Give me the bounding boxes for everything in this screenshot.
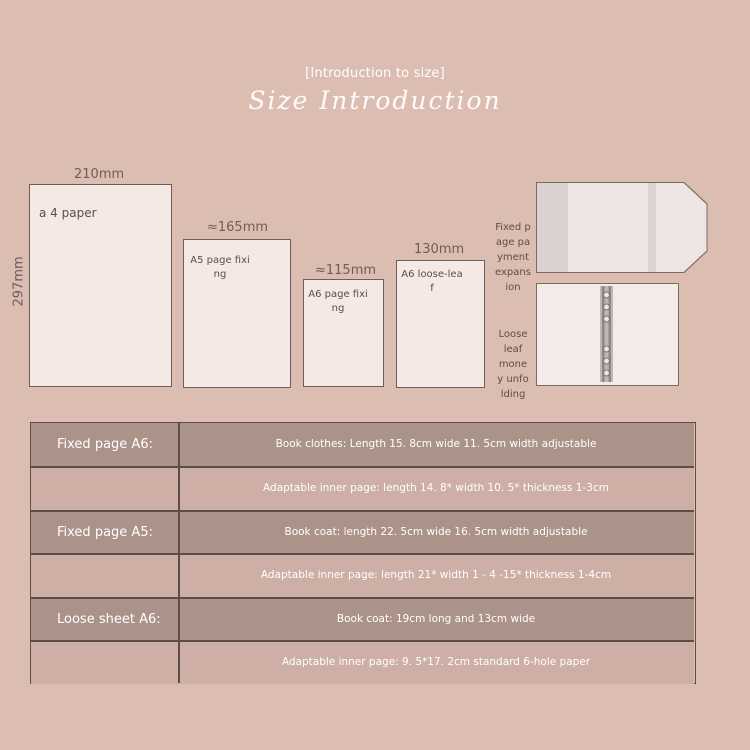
a6-fixed-label-line2: ng	[331, 303, 345, 314]
fixed-expansion-line: ion	[505, 282, 521, 293]
fixed-page-expansion-illustration	[536, 182, 708, 273]
a6-loose-width-label: 130mm	[414, 242, 465, 257]
a6-fixed-page-sheet	[303, 279, 384, 387]
a6-loose-leaf-label	[401, 268, 463, 296]
section-subtitle: [Introduction to size]	[305, 66, 445, 81]
table-row	[31, 554, 694, 597]
section-title: Size Introduction	[248, 86, 502, 115]
table-row-label: Fixed page A5:	[57, 525, 153, 540]
loose-expansion-line: Loose	[498, 329, 528, 340]
a4-paper-sheet	[29, 184, 172, 387]
table-row-label: Fixed page A6:	[57, 437, 153, 452]
loose-leaf-expansion-illustration	[536, 283, 680, 386]
row-divider	[31, 640, 694, 642]
table-row-text: Book coat: length 22. 5cm wide 16. 5cm width adjustable	[284, 526, 588, 538]
fixed-expansion-line: yment	[496, 252, 530, 263]
table-row-label: Loose sheet A6:	[57, 612, 161, 627]
loose-expansion-line: leaf	[503, 344, 523, 355]
loose-leaf-expansion-label	[490, 327, 536, 402]
a5-label-line2: ng	[213, 269, 227, 280]
a6-fixed-width-label: ≈115mm	[315, 263, 377, 278]
a5-page-sheet	[183, 239, 291, 388]
table-row-text: Book coat: 19cm long and 13cm wide	[336, 613, 536, 625]
fixed-expansion-label	[490, 220, 536, 295]
a5-width-label: ≈165mm	[207, 220, 269, 235]
a6-loose-label-line1: A6 loose-lea	[401, 269, 463, 280]
column-divider	[178, 423, 180, 683]
table-row	[31, 511, 694, 554]
row-divider	[31, 553, 694, 555]
table-row-text: Adaptable inner page: 9. 5*17. 2cm standard 6-hole paper	[281, 656, 591, 668]
fixed-expansion-line: Fixed p	[495, 222, 531, 233]
loose-expansion-line: lding	[500, 389, 526, 400]
row-divider	[31, 597, 694, 599]
table-row	[31, 467, 694, 510]
a5-page-label	[189, 254, 251, 282]
table-row-text: Adaptable inner page: length 21* width 1 - 4 -15* thickness 1-4cm	[260, 569, 612, 581]
table-row	[31, 423, 694, 466]
a6-loose-leaf-sheet	[396, 260, 485, 388]
table-row-text: Book clothes: Length 15. 8cm wide 11. 5cm width adjustable	[275, 438, 597, 450]
a6-loose-label-line2: f	[430, 283, 434, 294]
loose-expansion-line: y unfo	[497, 374, 529, 385]
size-spec-table	[30, 422, 696, 684]
a4-width-label: 210mm	[74, 167, 125, 182]
fixed-expansion-line: expans	[495, 267, 531, 278]
a4-height-label: 297mm	[11, 256, 27, 307]
row-divider	[31, 466, 694, 468]
loose-expansion-line: mone	[498, 359, 528, 370]
a4-paper-label: a 4 paper	[39, 206, 97, 220]
table-row-text: Adaptable inner page: length 14. 8* width 10. 5* thickness 1-3cm	[263, 482, 609, 494]
table-row	[31, 598, 694, 641]
a6-fixed-label-line1: A6 page fixi	[308, 289, 368, 300]
a5-label-line1: A5 page fixi	[190, 255, 250, 266]
a6-fixed-page-label	[307, 288, 369, 316]
fixed-expansion-line: age pa	[495, 237, 531, 248]
row-divider	[31, 510, 694, 512]
ring-binder-spine	[600, 286, 613, 382]
table-row	[31, 641, 694, 684]
